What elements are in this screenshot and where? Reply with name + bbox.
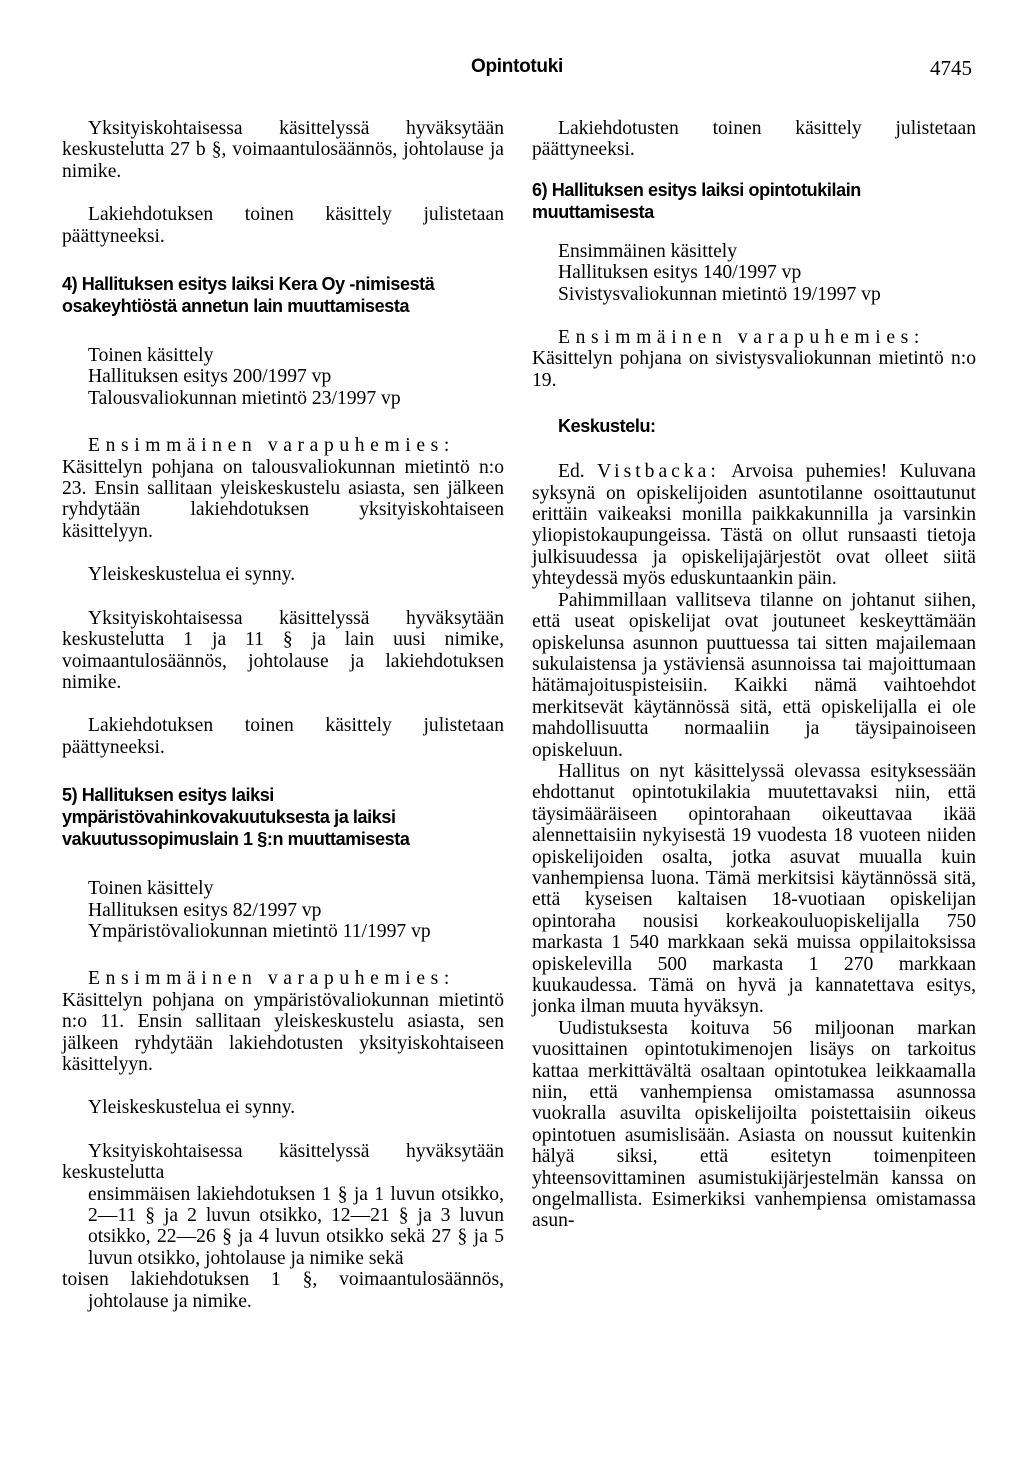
page-number: 4745 [930, 56, 972, 80]
right-column [532, 118, 976, 1232]
list-item: toisen lakiehdotuksen 1 §, voimaantulosäännös, johtolause ja nimike. [62, 1269, 504, 1312]
speaker-name: Ensimmäinen varapuhemies: [88, 435, 455, 457]
processing-stage: Toinen käsittely [88, 878, 214, 900]
left-column [62, 118, 504, 1312]
speech-speaker: Vistbacka: [597, 461, 720, 483]
discussion-heading: Keskustelu: [558, 416, 656, 437]
item-heading-6: 6) Hallituksen esitys laiksi opintotukilain muuttamisesta [532, 179, 861, 222]
speaker-text: Käsittelyn pohjana on talousvaliokunnan mietintö n:o 23. Ensin sallitaan yleiskeskustelu asiasta, sen jälkeen ryhdytään lakiehdotuksen yksityiskohtaiseen käsittelyyn. [62, 456, 504, 542]
speech-text: Arvoisa puhemies! Kuluvana syksynä on opiskelijoiden asuntotilanne osoittautunut erittäin vaikeaksi monilla paikkakunnilla ja varsinkin yliopistokaupungeissa. Tästä on ollut runsaasti tietoja julkisuudessa ja opiskelijajärjestöt ovat olleet siitä yhteydessä myös eduskuntaankin päin. [532, 461, 976, 590]
item-heading-5: 5) Hallituksen esitys laiksi ympäristövahinkovakuutuksesta ja laiksi vakuutussopimuslain 1 §:n muuttamisesta [62, 785, 410, 850]
running-header [62, 56, 972, 86]
speech-paragraph: Hallitus on nyt käsittelyssä olevassa esityksessään ehdottanut opintotukilakia muutettavaksi niin, että täysimääräiseen opintorahaan oikeuttavaa ikää alennettaisiin nykyisestä 19 vuodesta 18 vuoteen niiden opiskelijoiden osalta, jotka asuvat muualla kuin vanhempiensa luona. Tämä merkitsisi käytännössä sitä, että kyseisen kaltaisen 18-vuotiaan opiskelijan opintoraha nousisi korkeakouluopiskelijalla 750 markasta 1 540 markkaan sekä muissa oppilaitoksissa opiskelevilla 500 markasta 1 270 markkaan kuukaudessa. Tämä on hyvä ja kannatettava esitys, jonka ilman muuta hyväksyn. [532, 760, 976, 1018]
paragraph: Yleiskeskustelua ei synny. [88, 1097, 296, 1119]
item-heading-4: 4) Hallituksen esitys laiksi Kera Oy -nimisestä osakeyhtiöstä annetun lain muuttamisesta [62, 274, 435, 317]
government-proposal: Hallituksen esitys 200/1997 vp [88, 366, 332, 388]
processing-info-4 [62, 345, 504, 409]
paragraph: Lakiehdotusten toinen käsittely julistetaan päättyneeksi. [532, 118, 976, 161]
processing-stage: Toinen käsittely [88, 345, 214, 367]
list-item: ensimmäisen lakiehdotuksen 1 § ja 1 luvun otsikko, 2—11 § ja 2 luvun otsikko, 12—21 § ja 3 luvun otsikko, 22—26 § ja 4 luvun otsikko sekä 27 § ja 5 luvun otsikko, johtolause ja nimike sekä [88, 1183, 504, 1269]
speaker-name: Ensimmäinen varapuhemies: [558, 327, 925, 349]
speaker-name: Ensimmäinen varapuhemies: [88, 968, 455, 990]
speaker-statement-5 [62, 968, 504, 1075]
paragraph: Yksityiskohtaisessa käsittelyssä hyväksytään keskustelutta [62, 1140, 504, 1184]
paragraph: Yksityiskohtaisessa käsittelyssä hyväksytään keskustelutta 27 b §, voimaantulosäännös, johtolause ja nimike. [62, 118, 504, 182]
speaker-statement-6 [532, 327, 976, 391]
processing-stage: Ensimmäinen käsittely [558, 240, 738, 262]
committee-report: Sivistysvaliokunnan mietintö 19/1997 vp [558, 283, 881, 305]
paragraph: Yleiskeskustelua ei synny. [88, 564, 296, 586]
speech-intro: Ed. [558, 461, 585, 483]
speech-paragraph [532, 461, 976, 589]
committee-report: Ympäristövaliokunnan mietintö 11/1997 vp [88, 920, 431, 942]
processing-info-6 [532, 241, 976, 305]
committee-report: Talousvaliokunnan mietintö 23/1997 vp [88, 387, 401, 409]
speaker-text: Käsittelyn pohjana on sivistysvaliokunnan mietintö n:o 19. [532, 348, 976, 391]
processing-info-5 [62, 878, 504, 942]
speech-paragraph: Uudistuksesta koituva 56 miljoonan markan vuosittainen opintotukimenojen lisäys on tarkoitus kattaa merkittävältä osaltaan opintotukea leikkaamalla niin, että vanhempiensa omistamassa asunnossa vuokralla asuvilta opiskelijoilta poistettaisiin oikeus opintotuen asumislisään. Asiasta on noussut kuitenkin hälyä siksi, että esitetyn toimenpiteen yhteensovittaminen asumistukijärjestelmän kanssa on ongelmallista. Esimerkiksi vanhempiensa omistamassa asun- [532, 1017, 976, 1232]
speaker-statement-4 [62, 435, 504, 542]
paragraph: Lakiehdotuksen toinen käsittely julistetaan päättyneeksi. [62, 204, 504, 247]
government-proposal: Hallituksen esitys 140/1997 vp [558, 262, 802, 284]
paragraph: Yksityiskohtaisessa käsittelyssä hyväksytään keskustelutta 1 ja 11 § ja lain uusi nimike, voimaantulosäännös, johtolause ja lakiehdotuksen nimike. [62, 607, 504, 693]
speech-paragraph: Pahimmillaan vallitseva tilanne on johtanut siihen, että useat opiskelijat ovat joutuneet keskeyttämään opiskelunsa asunnon puuttuessa tai sitten majailemaan sukulaistensa ja ystäviensä asunnoissa tai majoittumaan hätämajoituspisteisiin. Kaikki nämä vaihtoehdot merkitsevät käytännössä sitä, että opiskelijalla ei ole mahdollisuutta normaaliin ja täysipainoiseen opiskeluun. [532, 589, 976, 761]
running-title: Opintotuki [471, 56, 563, 77]
paragraph: Lakiehdotuksen toinen käsittely julistetaan päättyneeksi. [62, 715, 504, 758]
speaker-text: Käsittelyn pohjana on ympäristövaliokunnan mietintö n:o 11. Ensin sallitaan yleiskeskustelu asiasta, sen jälkeen ryhdytään lakiehdotusten yksityiskohtaiseen käsittelyyn. [62, 989, 504, 1075]
government-proposal: Hallituksen esitys 82/1997 vp [88, 899, 322, 921]
